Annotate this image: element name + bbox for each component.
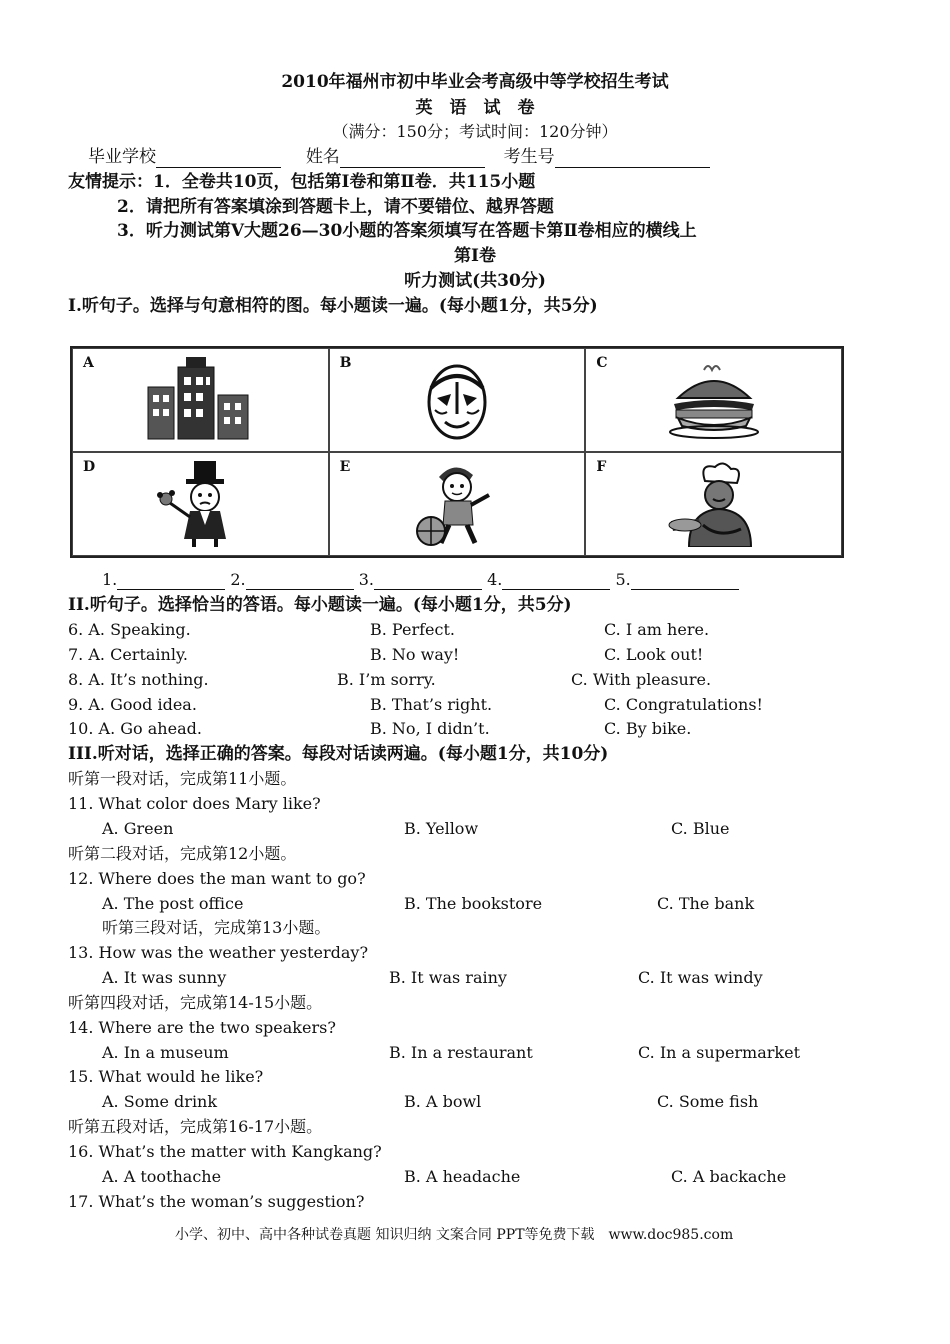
section2-options: 6. A. Speaking. B. Perfect. C. I am here. 7. A. Certainly. B. No way! C. Look out! 8. A. It’s nothing. B. I’m sorry. C. With pleasure. 9. A. Good idea. B. That’s right. C. Congratulations! 10. A. Go ahead. B. No, I didn’t. C. By bike.: [68, 620, 763, 738]
q16-option-c: C. A backache: [671, 1167, 787, 1186]
picture-cell-f: [585, 452, 842, 556]
section2-heading: II.听句子。选择恰当的答语。每小题读一遍。(每小题1分，共5分): [68, 595, 572, 615]
picture-cell-d: [72, 452, 329, 556]
section1-answer-blanks: 1. 2. 3. 4. 5.: [102, 570, 739, 590]
volume-heading: 第I卷: [454, 246, 496, 266]
picture-letter: C: [596, 355, 608, 371]
q13-option-a: A. It was sunny: [102, 968, 227, 987]
q14-option-a: A. In a museum: [102, 1043, 229, 1062]
student-info-line: [88, 147, 710, 168]
name-label: 姓名: [305, 147, 340, 167]
answer-blank-4[interactable]: [502, 573, 610, 590]
picture-grid: [70, 346, 844, 558]
section1-heading: I.听句子。选择与句意相符的图。每小题读一遍。(每小题1分，共5分): [68, 296, 598, 316]
q16-option-a: A. A toothache: [102, 1167, 222, 1186]
chef-icon: [659, 461, 769, 547]
question-13: 13. How was the weather yesterday?: [68, 943, 369, 962]
picture-letter: E: [339, 459, 351, 475]
score-info: （满分：150分；考试时间：120分钟）: [332, 122, 618, 141]
picture-letter: F: [596, 459, 607, 475]
listening-title: 听力测试(共30分): [404, 271, 546, 291]
magician-icon: [150, 459, 250, 549]
school-label: 毕业学校: [88, 147, 156, 167]
q13-option-c: C. It was windy: [638, 968, 763, 987]
q11-option-b: B. Yellow: [404, 819, 479, 838]
dialogue-3-instruction: 听第三段对话，完成第13小题。: [102, 918, 331, 937]
picture-letter: B: [339, 355, 352, 371]
dialogue-5-instruction: 听第五段对话，完成第16-17小题。: [68, 1117, 323, 1136]
school-blank[interactable]: [156, 151, 281, 168]
picture-letter: A: [83, 355, 94, 371]
dialogue-1-instruction: 听第一段对话，完成第11小题。: [68, 769, 297, 788]
q15-option-c: C. Some fish: [657, 1092, 759, 1111]
picture-letter: D: [83, 459, 96, 475]
q11-option-a: A. Green: [102, 819, 174, 838]
q15-option-b: B. A bowl: [404, 1092, 482, 1111]
exam-title: 2010年福州市初中毕业会考高级中等学校招生考试: [281, 72, 669, 92]
id-label: 考生号: [503, 147, 555, 167]
exam-subtitle: 英 语 试 卷: [415, 98, 535, 118]
q12-option-c: C. The bank: [657, 894, 755, 913]
city-buildings-icon: [140, 357, 260, 443]
dialogue-2-instruction: 听第二段对话，完成第12小题。: [68, 844, 297, 863]
q16-option-b: B. A headache: [404, 1167, 521, 1186]
picture-cell-a: [72, 348, 329, 452]
boy-basketball-icon: [409, 459, 505, 549]
question-12: 12. Where does the man want to go?: [68, 869, 366, 888]
q15-option-a: A. Some drink: [102, 1092, 218, 1111]
answer-blank-1[interactable]: [117, 573, 225, 590]
q14-option-b: B. In a restaurant: [389, 1043, 533, 1062]
dialogue-4-instruction: 听第四段对话，完成第14-15小题。: [68, 993, 323, 1012]
picture-cell-b: [329, 348, 586, 452]
question-16: 16. What’s the matter with Kangkang?: [68, 1142, 382, 1161]
q14-option-c: C. In a supermarket: [638, 1043, 801, 1062]
question-11: 11. What color does Mary like?: [68, 794, 321, 813]
opera-mask-icon: [417, 358, 497, 442]
tip-line-2: 2．请把所有答案填涂到答题卡上，请不要错位、越界答题: [117, 197, 554, 217]
answer-blank-5[interactable]: [631, 573, 739, 590]
q13-option-b: B. It was rainy: [389, 968, 507, 987]
answer-blank-2[interactable]: [246, 573, 354, 590]
q11-option-c: C. Blue: [671, 819, 730, 838]
tip-line-3: 3．听力测试第V大题26—30小题的答案须填写在答题卡第Ⅱ卷相应的横线上: [117, 221, 697, 241]
name-blank[interactable]: [340, 151, 485, 168]
picture-cell-e: [329, 452, 586, 556]
id-blank[interactable]: [555, 151, 710, 168]
q12-option-a: A. The post office: [102, 894, 244, 913]
footer-note: 小学、初中、高中各种试卷真题 知识归纳 文案合同 PPT等免费下载 www.doc985.com: [175, 1227, 734, 1243]
tips-label: 友情提示：: [68, 172, 153, 192]
picture-cell-c: [585, 348, 842, 452]
question-15: 15. What would he like?: [68, 1067, 264, 1086]
tip-line-1: 友情提示：1．全卷共10页，包括第I卷和第Ⅱ卷．共115小题: [68, 172, 536, 192]
question-14: 14. Where are the two speakers?: [68, 1018, 336, 1037]
question-17: 17. What’s the woman’s suggestion?: [68, 1192, 365, 1211]
hamburger-icon: [664, 360, 764, 440]
q12-option-b: B. The bookstore: [404, 894, 543, 913]
section3-heading: III.听对话，选择正确的答案。每段对话读两遍。(每小题1分，共10分): [68, 744, 609, 764]
answer-blank-3[interactable]: [374, 573, 482, 590]
